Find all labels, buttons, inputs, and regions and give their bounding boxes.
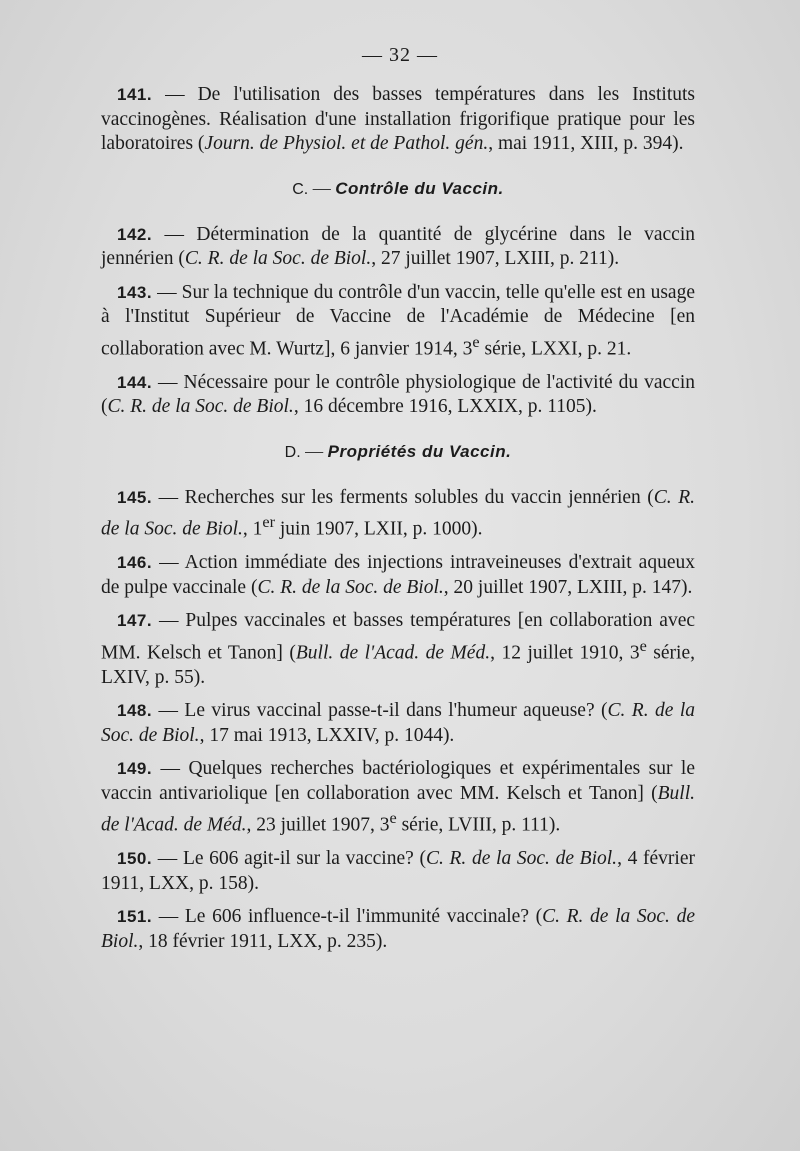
entry-number: 142. — [117, 224, 153, 244]
bibliography-content — [101, 83, 695, 963]
entry-text: — Nécessaire pour le contrôle physiologique de l'activité du vaccin ( — [101, 371, 695, 417]
entry-141 — [101, 83, 695, 157]
entry-text: — Pulpes vaccinales et basses températures [en collaboration avec MM. Kelsch et Tanon] ( — [101, 610, 695, 663]
entry-text: — De l'utilisation des basses températures dans les Instituts vaccinogènes. Réalisation d'une installation frigorifique pratique pour les laboratoires ( — [101, 84, 695, 154]
entry-text: série, LXIV, p. 55). — [101, 642, 695, 688]
journal-title: C. R. de la Soc. de Biol. — [425, 848, 618, 869]
journal-title: C. R. de la Soc. de Biol. — [184, 248, 372, 269]
superscript: er — [262, 513, 276, 531]
entry-text: , 18 février 1911, LXX, p. 235). — [138, 930, 388, 952]
entry-text: — Le 606 agit-il sur la vaccine? ( — [152, 848, 426, 869]
section-letter: C. — [292, 180, 309, 198]
entry-143 — [101, 281, 695, 362]
section-title: Propriétés du Vaccin. — [327, 441, 512, 461]
journal-title: C. R. de la Soc. de Biol. — [101, 700, 695, 746]
entry-text: juin 1907, LXII, p. 1000). — [275, 518, 483, 540]
entry-text: — Détermination de la quantité de glycérine dans le vaccin jennérien ( — [101, 223, 695, 269]
section-title: Contrôle du Vaccin. — [335, 178, 504, 198]
entry-text: , 12 juillet 1910, 3 — [490, 642, 640, 663]
superscript: e — [472, 332, 480, 351]
entry-text: série, LXXI, p. 21. — [479, 338, 632, 359]
journal-title: C. R. de la Soc. de Biol. — [107, 396, 294, 417]
section-dash: — — [300, 440, 328, 461]
entry-147 — [101, 609, 695, 690]
section-heading-d — [101, 441, 695, 462]
entry-text: — Le virus vaccinal passe-t-il dans l'humeur aqueuse? ( — [152, 700, 608, 721]
superscript: e — [389, 809, 397, 827]
journal-title: Bull. de l'Acad. de Méd. — [101, 782, 695, 836]
entry-151 — [101, 905, 695, 954]
entry-144 — [101, 371, 695, 420]
entry-number: 146. — [117, 553, 153, 572]
entry-146 — [101, 551, 695, 600]
journal-title: Bull. de l'Acad. de Méd. — [295, 642, 491, 663]
entry-text: — Action immédiate des injections intraveineuses d'extrait aqueux de pulpe vaccinale ( — [101, 552, 695, 598]
journal-title: C. R. de la Soc. de Biol. — [257, 576, 444, 598]
entry-text: , 4 février 1911, LXX, p. 158). — [101, 848, 695, 894]
entry-text: série, LVIII, p. 111). — [396, 814, 561, 836]
entry-text: — Sur la technique du contrôle d'un vaccin, telle qu'elle est en usage à l'Institut Supérieur de Vaccine de l'Académie de Médecine [en collaboration avec M. Wurtz], 6 janvier 1914, 3 — [101, 281, 695, 359]
entry-148 — [101, 699, 695, 748]
section-letter: D. — [284, 443, 301, 461]
entry-text: — Quelques recherches bactériologiques et expérimentales sur le vaccin antivariolique [en collaboration avec MM. Kelsch et Tanon] ( — [101, 758, 695, 804]
entry-number: 151. — [117, 907, 153, 926]
entry-text: , 27 juillet 1907, LXIII, p. 211). — [371, 248, 620, 269]
entry-text: — Le 606 influence-t-il l'immunité vaccinale? ( — [152, 906, 543, 927]
entry-142 — [101, 223, 695, 272]
entry-number: 149. — [117, 759, 153, 778]
entry-text: , 23 juillet 1907, 3 — [246, 814, 390, 836]
entry-number: 147. — [117, 611, 153, 630]
entry-text: , 1 — [242, 518, 263, 540]
entry-number: 148. — [117, 701, 153, 720]
entry-number: 141. — [117, 85, 153, 104]
entry-145 — [101, 486, 695, 543]
section-dash: — — [308, 177, 336, 198]
page-number: — 32 — — [362, 44, 438, 66]
entry-text: , 20 juillet 1907, LXIII, p. 147). — [443, 576, 693, 598]
superscript: e — [639, 636, 647, 655]
entry-text: , 17 mai 1913, LXXIV, p. 1044). — [199, 724, 455, 746]
entry-number: 150. — [117, 849, 153, 868]
entry-149 — [101, 757, 695, 838]
entry-number: 144. — [117, 372, 153, 392]
journal-title: Journ. de Physiol. et de Pathol. gén. — [204, 133, 489, 154]
entry-text: , mai 1911, XIII, p. 394). — [488, 133, 684, 154]
entry-text: — Recherches sur les ferments solubles du vaccin jennérien ( — [152, 486, 654, 508]
section-heading-c — [101, 178, 695, 199]
journal-title: C. R. de la Soc. de Biol. — [101, 486, 695, 540]
entry-150 — [101, 847, 695, 896]
journal-title: C. R. de la Soc. de Biol. — [101, 906, 695, 952]
entry-number: 143. — [117, 282, 153, 302]
entry-text: , 16 décembre 1916, LXXIX, p. 1105). — [293, 396, 597, 417]
entry-number: 145. — [117, 487, 153, 507]
